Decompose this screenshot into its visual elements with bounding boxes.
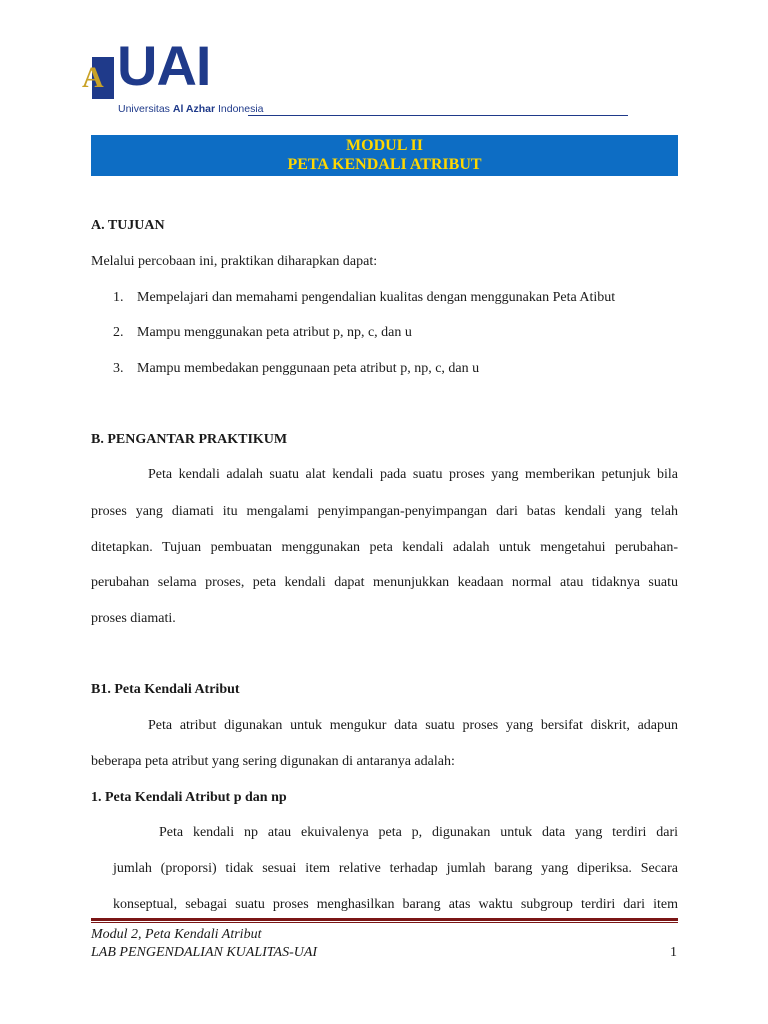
module-title: PETA KENDALI ATRIBUT (287, 156, 482, 173)
module-number: MODUL II (346, 137, 423, 154)
paragraph-line: jumlah (proporsi) tidak sesuai item relative terhadap jumlah barang yang diperiksa. Secara (113, 861, 678, 876)
paragraph-line: konseptual, sebagai suatu proses menghasilkan barang atas waktu subgroup terdiri dari item (113, 897, 678, 912)
paragraph-line: beberapa peta atribut yang sering digunakan di antaranya adalah: (91, 754, 455, 769)
paragraph-line: ditetapkan. Tujuan pembuatan menggunakan peta kendali adalah untuk mengetahui perubahan- (91, 540, 678, 555)
university-logo-mark (80, 57, 114, 99)
page-number: 1 (670, 945, 677, 960)
logo-wordmark: UAI (117, 34, 211, 97)
paragraph-line: Peta kendali np atau ekuivalenya peta p, digunakan untuk data yang terdiri dari (159, 825, 678, 840)
paragraph-line: perubahan selama proses, peta kendali dapat menunjukkan keadaan normal atau tidaknya suatu (91, 575, 678, 590)
university-name: Universitas Al Azhar Indonesia (118, 103, 264, 115)
subsection-1-heading: 1. Peta Kendali Atribut p dan np (91, 790, 287, 805)
footer-module-title: Modul 2, Peta Kendali Atribut (91, 927, 262, 942)
paragraph-line: Peta atribut digunakan untuk mengukur data suatu proses yang bersifat diskrit, adapun (148, 718, 678, 733)
section-a-intro: Melalui percobaan ini, praktikan diharapkan dapat: (91, 254, 378, 269)
list-item-number: 1. (113, 290, 124, 305)
section-b-heading: B. PENGANTAR PRAKTIKUM (91, 432, 288, 447)
paragraph-line: proses diamati. (91, 611, 176, 626)
footer-lab-name: LAB PENGENDALIAN KUALITAS-UAI (91, 945, 318, 960)
list-item-number: 2. (113, 325, 124, 340)
footer-divider (91, 918, 678, 921)
paragraph-line: proses yang diamati itu mengalami penyimpangan-penyimpangan dari batas kendali yang telah (91, 504, 678, 519)
section-a-heading: A. TUJUAN (91, 218, 165, 233)
header-divider (248, 115, 628, 116)
logo-letter: A (82, 61, 104, 94)
list-item: Mempelajari dan memahami pengendalian kualitas dengan menggunakan Peta Atibut (137, 290, 616, 305)
footer-divider-thin (91, 922, 678, 923)
section-b1-heading: B1. Peta Kendali Atribut (91, 682, 240, 697)
list-item: Mampu menggunakan peta atribut p, np, c, dan u (137, 325, 412, 340)
list-item: Mampu membedakan penggunaan peta atribut p, np, c, dan u (137, 361, 480, 376)
module-title-banner (91, 135, 678, 176)
paragraph-line: Peta kendali adalah suatu alat kendali pada suatu proses yang memberikan petunjuk bila (148, 467, 678, 482)
list-item-number: 3. (113, 361, 124, 376)
